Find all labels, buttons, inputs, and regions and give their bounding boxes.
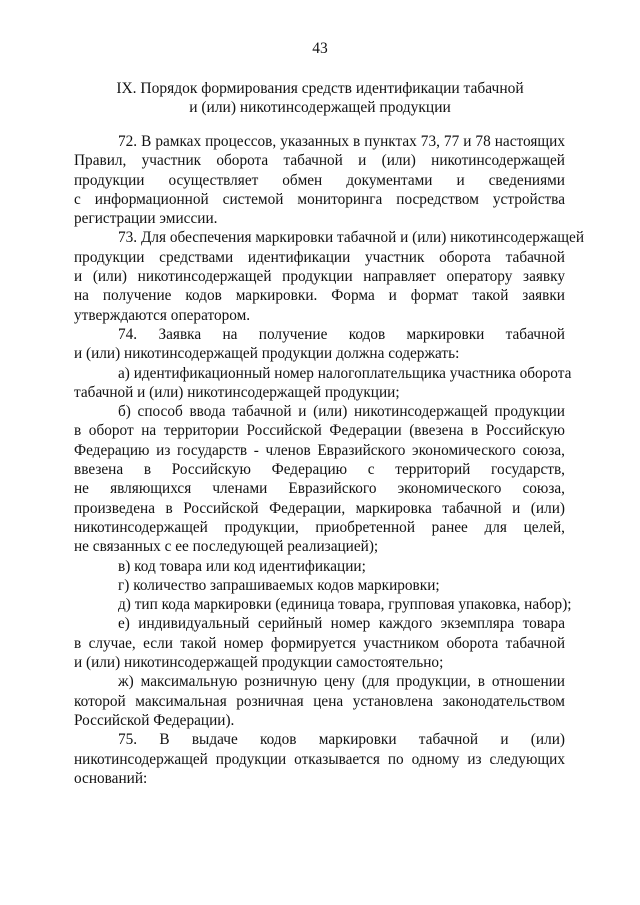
page-number: 43 [312, 40, 328, 57]
paragraph-line: д) тип кода маркировки (единица товара, групповая упаковка, набор); [118, 596, 572, 614]
paragraph-line: ввезена в Российскую Федерацию с территорий государств, [74, 461, 565, 479]
paragraph-line: которой максимальная розничная цена установлена законодательством [74, 692, 565, 710]
paragraph [74, 557, 565, 576]
paragraph-line: 72. В рамках процессов, указанных в пунктах 73, 77 и 78 настоящих [118, 133, 565, 150]
paragraph-line: не связанных с ее последующей реализацией); [74, 538, 379, 556]
section-heading-line-2: и (или) никотинсодержащей продукции [189, 99, 451, 116]
paragraph-line: табачной и (или) никотинсодержащей продукции; [74, 383, 400, 401]
paragraph-line: 73. Для обеспечения маркировки табачной и (или) никотинсодержащей [118, 229, 585, 247]
paragraph-line: г) количество запрашиваемых кодов маркировки; [118, 576, 440, 594]
paragraph-line: произведена в Российской Федерации, маркировка табачной и (или) [74, 499, 565, 517]
paragraph-line: а) идентификационный номер налогоплательщика участника оборота [118, 364, 572, 382]
paragraph [74, 364, 572, 403]
section-heading [80, 79, 560, 117]
paragraph [74, 614, 565, 672]
paragraph-line: в) код товара или код идентификации; [118, 557, 366, 575]
paragraph-line: 74. Заявка на получение кодов маркировки табачной [118, 325, 565, 343]
paragraph-line: не являющихся членами Евразийского экономического союза, [74, 480, 565, 498]
paragraph-line: с информационной системой мониторинга посредством устройства [74, 190, 565, 208]
paragraph [74, 595, 572, 614]
document-body [74, 132, 585, 788]
paragraph-line: ж) максимальную розничную цену (для продукции, в отношении [118, 673, 565, 691]
paragraph-line: продукции средствами идентификации участник оборота табачной [74, 248, 565, 266]
paragraph-line: б) способ ввода табачной и (или) никотинсодержащей продукции [118, 403, 565, 421]
paragraph-line: 75. В выдаче кодов маркировки табачной и (или) [118, 731, 565, 749]
paragraph-line: на получение кодов маркировки. Форма и формат такой заявки [74, 287, 565, 305]
paragraph-line: Федерацию из государств - членов Евразийского экономического союза, [74, 441, 565, 459]
paragraph-line: продукции осуществляет обмен документами и сведениями [74, 171, 565, 189]
paragraph [74, 402, 565, 556]
paragraph [74, 576, 565, 595]
paragraph-line: оснований: [74, 769, 148, 787]
paragraph-line: в оборот на территории Российской Федерации (ввезена в Российскую [74, 422, 565, 440]
paragraph [74, 132, 565, 228]
section-heading-line-1: IX. Порядок формирования средств идентификации табачной [116, 80, 524, 97]
paragraph-line: регистрации эмиссии. [74, 210, 218, 228]
paragraph [74, 672, 565, 730]
paragraph-line: утверждаются оператором. [74, 306, 251, 324]
paragraph-line: Российской Федерации). [74, 711, 235, 729]
paragraph-line: никотинсодержащей продукции отказывается по одному из следующих [74, 750, 565, 768]
paragraph-line: никотинсодержащей продукции, приобретенной ранее для целей, [74, 518, 565, 536]
paragraph [74, 730, 565, 788]
paragraph-line: е) индивидуальный серийный номер каждого экземпляра товара [118, 615, 565, 633]
paragraph [74, 325, 565, 364]
paragraph-line: и (или) никотинсодержащей продукции направляет оператору заявку [74, 268, 565, 286]
paragraph-line: Правил, участник оборота табачной и (или) никотинсодержащей [74, 152, 565, 170]
paragraph [74, 228, 585, 324]
paragraph-line: в случае, если такой номер формируется участником оборота табачной [74, 634, 565, 652]
paragraph-line: и (или) никотинсодержащей продукции самостоятельно; [74, 654, 444, 672]
paragraph-line: и (или) никотинсодержащей продукции должна содержать: [74, 345, 460, 363]
